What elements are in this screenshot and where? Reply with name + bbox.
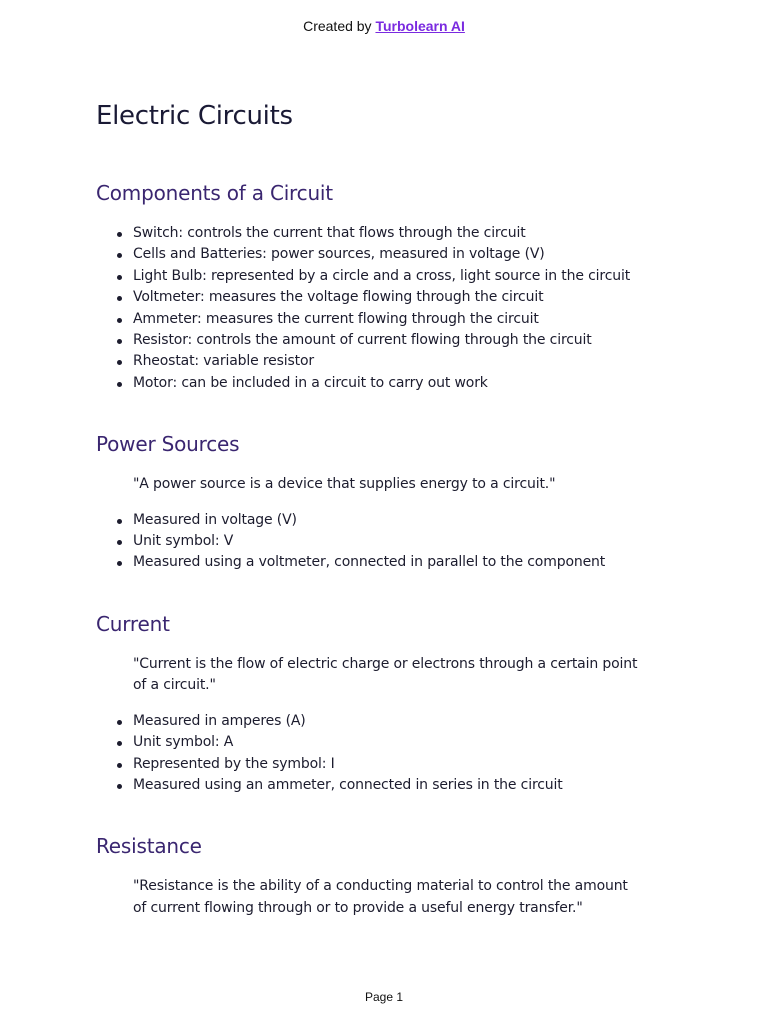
list-item: Unit symbol: A — [133, 732, 656, 753]
list-item: Rheostat: variable resistor — [133, 351, 656, 372]
list-item: Unit symbol: V — [133, 531, 656, 552]
power-sources-list — [96, 510, 656, 574]
components-list — [96, 223, 656, 394]
current-list — [96, 711, 656, 797]
list-item: Resistor: controls the amount of current flowing through the circuit — [133, 330, 656, 351]
list-item: Measured in amperes (A) — [133, 711, 656, 732]
definition-quote: "Current is the flow of electric charge or electrons through a certain point of a circuit." — [133, 655, 638, 694]
list-item: Voltmeter: measures the voltage flowing through the circuit — [133, 287, 656, 308]
list-item: Measured using an ammeter, connected in series in the circuit — [133, 775, 656, 796]
list-item: Light Bulb: represented by a circle and a cross, light source in the circuit — [133, 266, 656, 287]
definition-quote: "Resistance is the ability of a conducting material to control the amount of current flowing through or to provide a useful energy transfer." — [133, 878, 628, 916]
list-item: Represented by the symbol: I — [133, 754, 656, 775]
definition-quote: "A power source is a device that supplies energy to a circuit." — [133, 476, 556, 493]
section-components — [96, 179, 656, 394]
turbolearn-link[interactable]: Turbolearn AI — [375, 18, 465, 34]
list-item: Ammeter: measures the current flowing through the circuit — [133, 309, 656, 330]
list-item: Cells and Batteries: power sources, measured in voltage (V) — [133, 244, 656, 265]
page-number: Page 1 — [364, 990, 404, 1004]
section-heading: Current — [96, 611, 170, 636]
section-resistance — [96, 832, 656, 919]
created-by-label: Created by — [303, 18, 372, 34]
list-item: Measured using a voltmeter, connected in parallel to the component — [133, 552, 656, 573]
section-heading: Resistance — [96, 834, 202, 859]
section-current — [96, 610, 656, 796]
list-item: Measured in voltage (V) — [133, 510, 656, 531]
section-heading: Components of a Circuit — [96, 181, 333, 205]
list-item: Switch: controls the current that flows through the circuit — [133, 223, 656, 244]
section-heading: Power Sources — [96, 432, 240, 457]
list-item: Motor: can be included in a circuit to carry out work — [133, 373, 656, 394]
page-header — [0, 18, 768, 34]
page-title: Electric Circuits — [96, 101, 293, 131]
section-power-sources — [96, 430, 656, 574]
document-content — [96, 96, 656, 955]
